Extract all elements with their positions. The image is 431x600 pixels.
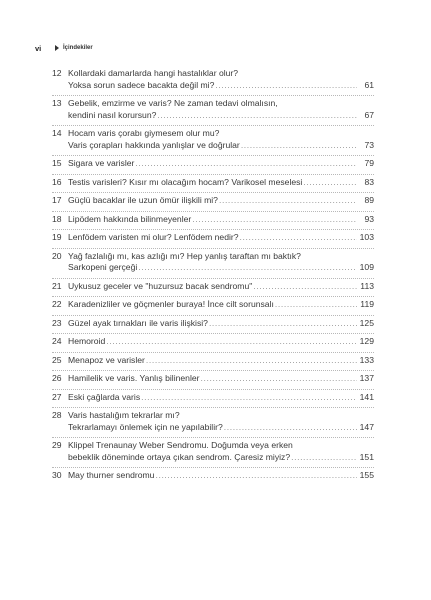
toc-entry <box>52 468 374 486</box>
toc-entry <box>52 126 374 156</box>
toc-entry <box>52 334 374 353</box>
toc-entry <box>52 230 374 249</box>
chapter-title: Yağ fazlalığı mı, kas azlığı mı? Hep yanlış taraftan mı baktık? <box>68 250 301 261</box>
toc-entry <box>52 156 374 175</box>
chapter-title: Lenfödem varisten mi olur? Lenfödem nedir? <box>68 232 239 242</box>
chapter-title: Varis çorapları hakkında yanlışlar ve doğrular <box>68 139 240 150</box>
chapter-title: Güçlü bacaklar ile uzun ömür ilişkili mi? <box>68 195 218 205</box>
chapter-number: 20 <box>52 250 62 261</box>
chapter-number: 22 <box>52 299 62 309</box>
page-ref: 89 <box>364 195 374 205</box>
chapter-number: 29 <box>52 440 62 450</box>
chapter-title: Sarkopeni gerçeği <box>68 262 138 272</box>
dot-leader <box>291 452 357 464</box>
chapter-number: 27 <box>52 391 62 402</box>
page-ref: 133 <box>359 354 374 365</box>
chapter-number: 25 <box>52 354 62 365</box>
dot-leader <box>224 422 357 434</box>
dot-leader <box>209 318 357 330</box>
dot-leader <box>135 158 357 170</box>
chapter-number: 13 <box>52 98 62 108</box>
dot-leader <box>303 177 357 189</box>
chapter-number: 23 <box>52 317 62 328</box>
chapter-title: Uykusuz geceler ve "huzursuz bacak sendromu" <box>68 280 253 291</box>
page-ref: 93 <box>364 213 374 224</box>
chapter-title: Lipödem hakkında bilinmeyenler <box>68 213 192 224</box>
toc-entry <box>52 212 374 231</box>
dot-leader <box>241 140 357 152</box>
toc-entry <box>52 96 374 126</box>
chapter-title: Varis hastalığım tekrarlar mı? <box>68 410 180 420</box>
dot-leader <box>215 80 357 92</box>
dot-leader <box>157 110 357 122</box>
page-header <box>35 42 93 54</box>
page-ref: 137 <box>359 373 374 383</box>
page-ref: 119 <box>360 299 374 309</box>
chapter-title: Gebelik, emzirme ve varis? Ne zaman tedavi olmalısın, <box>68 98 278 108</box>
page-ref: 147 <box>359 421 374 432</box>
chapter-title: Klippel Trenaunay Weber Sendromu. Doğumda veya erken <box>68 440 293 450</box>
chapter-title: kendini nasıl korursun? <box>68 109 157 120</box>
table-of-contents <box>52 66 374 486</box>
chapter-title: May thurner sendromu <box>68 470 155 480</box>
chapter-number: 21 <box>52 280 62 291</box>
dot-leader <box>146 355 357 367</box>
page-ref: 73 <box>364 139 374 150</box>
toc-entry <box>52 297 374 316</box>
chapter-title: Hocam varis çorabı giymesem olur mu? <box>68 128 220 138</box>
chapter-number: 12 <box>52 68 62 78</box>
chapter-title: Testis varisleri? Kısır mı olacağım hocam? Varikosel meselesi <box>68 176 303 187</box>
page-ref: 141 <box>359 391 374 402</box>
dot-leader <box>155 470 357 482</box>
chapter-title: Karadenizliler ve göçmenler buraya! İnce cilt sorunsalı <box>68 299 274 309</box>
dot-leader <box>141 392 357 404</box>
page-ref: 109 <box>359 262 374 272</box>
chapter-number: 16 <box>52 176 62 187</box>
chapter-title: Tekrarlamayı önlemek için ne yapılabilir? <box>68 421 223 432</box>
chapter-number: 28 <box>52 410 62 420</box>
dot-leader <box>138 262 357 274</box>
toc-entry <box>52 249 374 279</box>
dot-leader <box>201 373 357 385</box>
chapter-number: 24 <box>52 336 62 346</box>
toc-entry <box>52 66 374 96</box>
section-title: İçindekiler <box>63 45 93 51</box>
page-ref: 129 <box>359 336 374 346</box>
page-ref: 113 <box>360 280 374 291</box>
dot-leader <box>219 195 357 207</box>
chapter-title: Yoksa sorun sadece bacakta değil mi? <box>68 79 215 90</box>
chapter-number: 17 <box>52 195 62 205</box>
page-ref: 125 <box>359 317 374 328</box>
page-ref: 67 <box>364 109 374 120</box>
toc-entry <box>52 316 374 335</box>
chapter-number: 26 <box>52 373 62 383</box>
page-ref: 83 <box>364 176 374 187</box>
dot-leader <box>192 214 357 226</box>
dot-leader <box>240 232 357 244</box>
toc-entry <box>52 175 374 194</box>
toc-entry <box>52 390 374 409</box>
toc-entry <box>52 371 374 390</box>
dot-leader <box>275 299 357 311</box>
chapter-number: 14 <box>52 128 62 138</box>
chapter-title: bebeklik döneminde ortaya çıkan sendrom. Çaresiz miyiz? <box>68 451 291 462</box>
chapter-number: 15 <box>52 158 62 168</box>
dot-leader <box>253 281 357 293</box>
page-ref: 79 <box>364 158 374 168</box>
chapter-title: Eski çağlarda varis <box>68 391 141 402</box>
toc-entry <box>52 408 374 438</box>
chapter-number: 19 <box>52 232 62 242</box>
chapter-title: Güzel ayak tırnakları ile varis ilişkisi? <box>68 317 208 328</box>
toc-entry <box>52 193 374 212</box>
page-ref: 151 <box>359 451 374 462</box>
page-ref: 103 <box>359 232 374 242</box>
page-ref: 155 <box>359 470 374 480</box>
chapter-number: 30 <box>52 470 62 480</box>
chapter-title: Kollardaki damarlarda hangi hastalıklar olur? <box>68 68 239 78</box>
toc-entry <box>52 353 374 372</box>
chapter-title: Sigara ve varisler <box>68 158 135 168</box>
dot-leader <box>106 336 357 348</box>
chapter-title: Hemoroid <box>68 336 106 346</box>
chapter-title: Hamilelik ve varis. Yanlış bilinenler <box>68 373 200 383</box>
chapter-title: Menapoz ve varisler <box>68 354 145 365</box>
toc-entry <box>52 438 374 468</box>
chapter-number: 18 <box>52 213 62 224</box>
page-number: vi <box>35 43 42 53</box>
triangle-marker-icon <box>55 45 59 51</box>
page-ref: 61 <box>364 79 374 90</box>
toc-entry <box>52 279 374 298</box>
